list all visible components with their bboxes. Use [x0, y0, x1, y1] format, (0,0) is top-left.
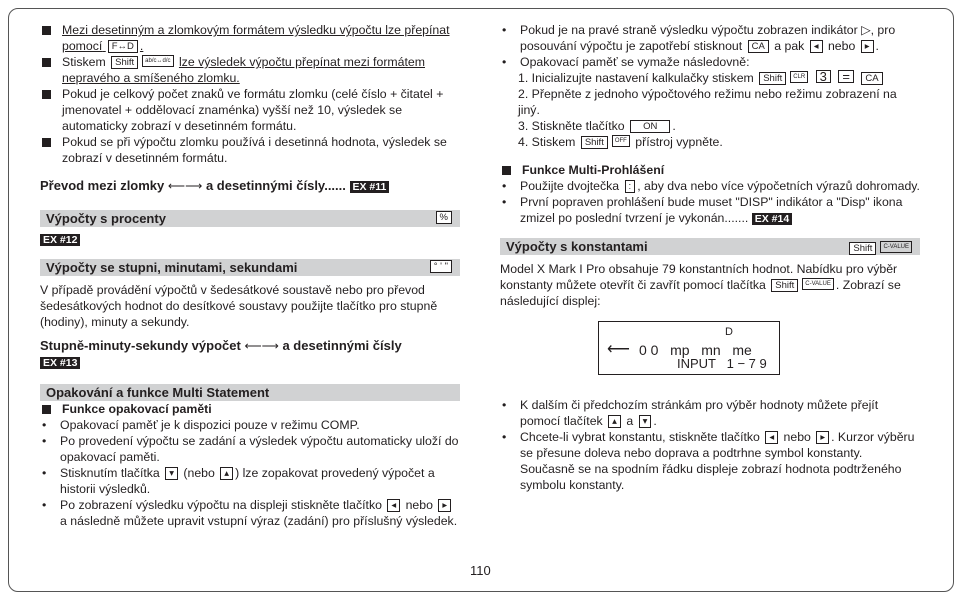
memory-clear-bullet: • Opakovací paměť se vymaže následovně:: [500, 54, 920, 70]
section-bar-constants: Výpočty s konstantami Shift C-VALUE: [500, 238, 920, 255]
example-badge: EX #11: [350, 181, 390, 193]
right-arrow-key: ▸: [816, 431, 829, 444]
percent-key: %: [436, 211, 452, 224]
memory-bullet-1: • Opakovací paměť je k dispozici pouze v režimu COMP.: [40, 417, 460, 433]
scroll-indicator-bullet: • Pokud je na pravé straně výsledku výpočtu zobrazen indikátor ▷, pro posouvání výpočtu je zapotřebí stisknout CA a pak ◂ nebo ▸ .: [500, 22, 920, 54]
memory-bullet-4: • Po zobrazení výsledku výpočtu na displeji stiskněte tlačítko ◂ nebo ▸ a následně můžete upravit vstupní výraz (zadání) pro příslušný výsledek.: [40, 497, 460, 529]
double-arrow-icon: ⟵⟶: [167, 179, 203, 193]
page-number: 110: [470, 563, 491, 578]
up-arrow-key: ▴: [220, 467, 233, 480]
shift-key: Shift: [581, 136, 608, 149]
on-key: ON: [630, 120, 670, 133]
memory-bullet-2: • Po provedení výpočtu se zadání a výsledek výpočtu automaticky uloží do opakovací paměti.: [40, 433, 460, 465]
constants-bullet-2: • Chcete-li vybrat konstantu, stiskněte tlačítko ◂ nebo ▸ . Kurzor výběru se přesune doleva nebo doprava a podtrhne symbol konstanty. Současně se na spodním řádku displeje zobrazí hodnota podtrženého symbolu konstanty.: [500, 429, 920, 493]
bullet-decimal: Pokud se při výpočtu zlomku používá i desetinná hodnota, výsledek se zobrazí v desetinném formátu.: [40, 134, 460, 166]
down-arrow-key: ▾: [639, 415, 652, 428]
bullet-char-count: Pokud je celkový počet znaků ve formátu zlomku (celé číslo + čitatel + jmenovatel + oddělovací znaménka) vyšší než 10, výsledek se automaticky zobrazí v desetinném formátu.: [40, 86, 460, 134]
left-arrow-key: ◂: [387, 499, 400, 512]
display-top-line: 0 0 mp mn me: [639, 342, 752, 358]
heading-replay-memory: Funkce opakovací paměti: [40, 401, 460, 417]
multi-bullet-2: • První popraven prohlášení bude muset "DISP" indikátor a "Disp" ikona zmizel po poslední tvrzení je vykonán....... EX #14: [500, 194, 920, 226]
left-scroll-arrow-icon: ⟵: [607, 341, 630, 358]
up-arrow-key: ▴: [608, 415, 621, 428]
shift-key: Shift: [111, 56, 138, 69]
bullet-fraction-format: Mezi desetinným a zlomkovým formátem výsledku výpočtu lze přepínat pomocí F↔D .: [40, 22, 460, 54]
three-key: 3: [816, 70, 831, 83]
right-indicator-icon: ▷: [861, 23, 871, 37]
section-bar-memory: Opakování a funkce Multi Statement: [40, 384, 460, 401]
heading-fraction-conversion: Převod mezi zlomky ⟵⟶ a desetinnými čísly...... EX #11: [40, 178, 460, 194]
ca-key: CA: [861, 72, 882, 85]
c-value-key: C-VALUE: [880, 241, 912, 253]
right-arrow-key: ▸: [861, 40, 874, 53]
off-key: OFF: [612, 135, 630, 147]
display-d-indicator: D: [725, 326, 733, 338]
section-bar-degrees: Výpočty se stupni, minutami, sekundami ° ' ": [40, 259, 460, 276]
ca-key: CA: [748, 40, 769, 53]
shift-key: Shift: [849, 242, 876, 255]
right-column: [500, 22, 920, 493]
left-column: [40, 22, 460, 529]
clear-step-4: 4. Stiskem Shift OFF přístroj vypněte.: [518, 135, 723, 149]
bullet-mixed-fraction: Stiskem Shift ab/c↔d/c lze výsledek výpočtu přepínat mezi formátem nepravého a smíšeného zlomku.: [40, 54, 460, 86]
example-badge: EX #13: [40, 357, 80, 369]
degrees-paragraph: V případě provádění výpočtů v šedesátkové soustavě nebo pro převod šedesátkových hodnot do desítkové soustavy použijte tlačítko pro stupně (hodiny), minuty a sekundy.: [40, 283, 438, 329]
equals-key: =: [838, 70, 854, 83]
double-arrow-icon: ⟵⟶: [244, 339, 279, 353]
right-arrow-key: ▸: [438, 499, 451, 512]
section-bar-percent: Výpočty s procenty %: [40, 210, 460, 227]
clear-step-2: 2. Přepněte z jednoho výpočtového režimu nebo režimu zobrazení na jiný.: [518, 87, 897, 117]
fd-key: F↔D: [108, 40, 138, 53]
display-bottom-line: INPUT 1 − 7 9: [677, 356, 767, 371]
clr-key: CLR: [790, 71, 808, 83]
example-13-row: [40, 354, 460, 370]
memory-bullet-3: • Stisknutím tlačítka ▾ (nebo ▴ ) lze zopakovat provedený výpočet a historii výsledků.: [40, 465, 460, 497]
constants-paragraph: Model X Mark I Pro obsahuje 79 konstantních hodnot. Nabídku pro výběr konstanty můžete otevřít či zavřít pomocí tlačítka Shift C-VALUE . Zobrazí se následující displej:: [500, 262, 901, 308]
example-12-row: [40, 231, 460, 247]
left-arrow-key: ◂: [810, 40, 823, 53]
constants-bullet-1: • K dalším či předchozím stránkám pro výběr hodnoty můžete přejít pomocí tlačítek ▴ a ▾ .: [500, 397, 920, 429]
example-badge: EX #12: [40, 234, 80, 246]
example-badge: EX #14: [752, 213, 792, 225]
shift-key: Shift: [759, 72, 786, 85]
c-value-key: C-VALUE: [802, 278, 834, 290]
dms-key: ° ' ": [430, 260, 452, 273]
calculator-display: [598, 321, 780, 375]
clear-step-3: 3. Stiskněte tlačítko ON .: [518, 119, 676, 133]
colon-key: :: [625, 180, 636, 193]
clear-step-1: 1. Inicializujte nastavení kalkulačky stiskem Shift CLR 3 = CA: [500, 70, 920, 86]
multi-bullet-1: • Použijte dvojtečka : , aby dva nebo více výpočetních výrazů dohromady.: [500, 178, 920, 194]
heading-dms-conversion: Stupně-minuty-sekundy výpočet ⟵⟶ a desetinnými čísly: [40, 338, 402, 353]
heading-multi-statement: Funkce Multi-Prohlášení: [500, 162, 920, 178]
left-arrow-key: ◂: [765, 431, 778, 444]
down-arrow-key: ▾: [165, 467, 178, 480]
abc-dc-key: ab/c↔d/c: [142, 55, 173, 67]
shift-key: Shift: [771, 279, 798, 292]
